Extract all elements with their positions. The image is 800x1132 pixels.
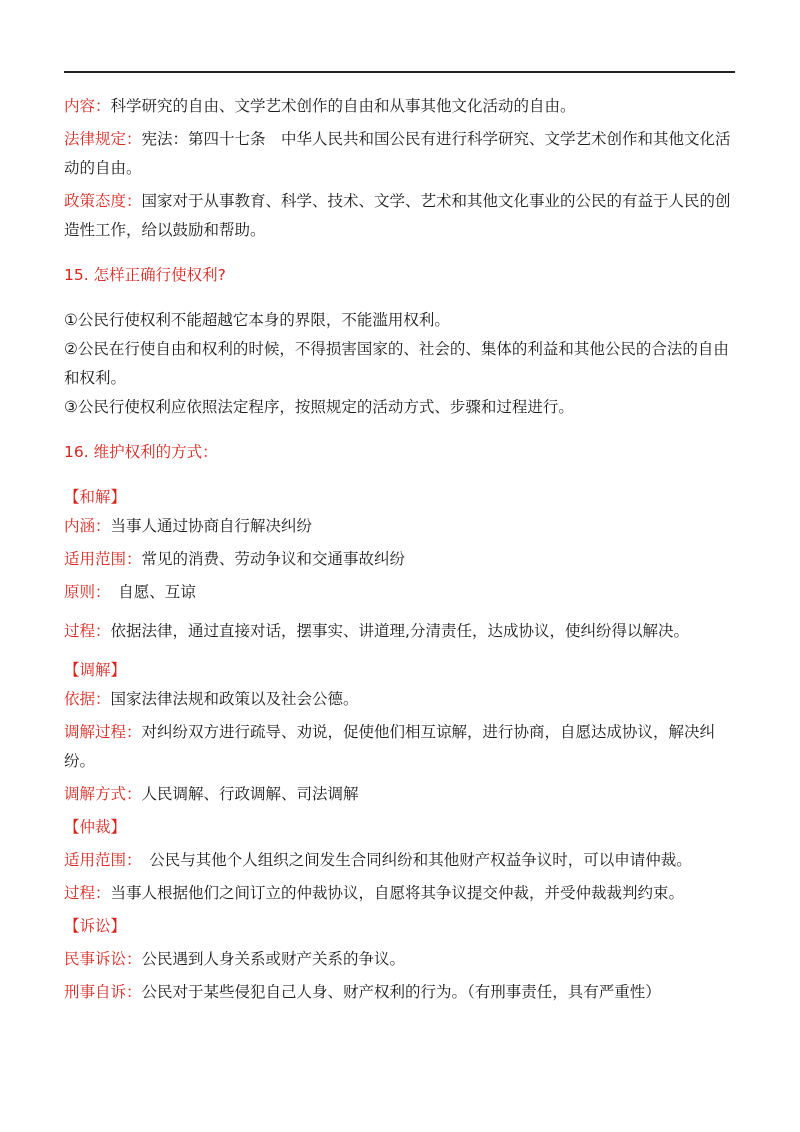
q16-title: 16. 维护权利的方式： xyxy=(64,443,218,461)
criminal-label: 刑事自诉： xyxy=(64,983,142,1001)
litigate-heading: 【诉讼】 xyxy=(64,917,127,935)
q15-title: 15. 怎样正确行使权利? xyxy=(64,266,226,284)
mediate-basis xyxy=(64,685,740,714)
reconcile-meaning xyxy=(64,512,740,541)
content-line xyxy=(64,92,740,121)
arbitrate-process xyxy=(64,879,740,908)
process-label: 过程： xyxy=(64,884,111,902)
policy-label: 政策态度： xyxy=(64,192,142,210)
method-text: 人民调解、行政调解、司法调解 xyxy=(141,785,359,803)
process-text: 当事人根据他们之间订立的仲裁协议，自愿将其争议提交仲裁，并受仲裁裁判约束。 xyxy=(110,884,685,902)
basis-text: 国家法律法规和政策以及社会公德。 xyxy=(110,690,359,708)
reconcile-heading: 【和解】 xyxy=(64,488,127,506)
basis-label: 依据： xyxy=(64,690,111,708)
process-label: 调解过程： xyxy=(64,723,142,741)
law-label: 法律规定： xyxy=(64,130,142,148)
content-label: 内容： xyxy=(64,97,111,115)
process-text: 对纠纷双方进行疏导、劝说，促使他们相互谅解，进行协商，自愿达成协议，解决纠纷。 xyxy=(64,723,716,770)
civil-text: 公民遇到人身关系或财产关系的争议。 xyxy=(141,950,406,968)
policy-text: 国家对于从事教育、科学、技术、文学、艺术和其他文化事业的公民的有益于人民的创造性工作，给以鼓励和帮助。 xyxy=(64,192,731,239)
meaning-label: 内涵： xyxy=(64,517,111,535)
mediate-process xyxy=(64,718,740,776)
litigate-criminal xyxy=(64,978,740,1007)
meaning-text: 当事人通过协商自行解决纠纷 xyxy=(110,517,313,535)
litigate-civil xyxy=(64,945,740,974)
arbitrate-scope xyxy=(64,846,740,875)
method-label: 调解方式： xyxy=(64,785,142,803)
criminal-text: 公民对于某些侵犯自己人身、财产权利的行为。（有刑事责任，具有严重性） xyxy=(141,983,661,1001)
reconcile-process xyxy=(64,617,740,646)
policy-line xyxy=(64,187,740,245)
q15-item: ②公民在行使自由和权利的时候，不得损害国家的、社会的、集体的利益和其他公民的合法的自由和权利。 xyxy=(64,340,729,387)
law-line xyxy=(64,125,740,183)
content-text: 科学研究的自由、文学艺术创作的自由和从事其他文化活动的自由。 xyxy=(110,97,576,115)
civil-label: 民事诉讼： xyxy=(64,950,142,968)
mediate-heading: 【调解】 xyxy=(64,661,127,679)
reconcile-scope xyxy=(64,545,740,574)
process-label: 过程： xyxy=(64,622,111,640)
mediate-method xyxy=(64,780,740,809)
process-text: 依据法律，通过直接对话，摆事实、讲道理,分清责任，达成协议，使纠纷得以解决。 xyxy=(110,622,689,640)
scope-text: 公民与其他个人组织之间发生合同纠纷和其他财产权益争议时，可以申请仲裁。 xyxy=(133,851,692,869)
header-divider xyxy=(64,71,735,73)
document-body xyxy=(64,92,740,1007)
q15-item: ①公民行使权利不能超越它本身的界限，不能滥用权利。 xyxy=(64,311,450,329)
scope-label: 适用范围： xyxy=(64,851,134,869)
q15-item: ③公民行使权利应依照法定程序，按照规定的活动方式、步骤和过程进行。 xyxy=(64,398,574,416)
scope-label: 适用范围： xyxy=(64,550,142,568)
scope-text: 常见的消费、劳动争议和交通事故纠纷 xyxy=(141,550,406,568)
law-text: 宪法：第四十七条 中华人民共和国公民有进行科学研究、文学艺术创作和其他文化活动的自由。 xyxy=(64,130,731,177)
principle-label: 原则： xyxy=(64,583,103,601)
reconcile-principle xyxy=(64,578,740,607)
arbitrate-heading: 【仲裁】 xyxy=(64,818,127,836)
principle-text: 自愿、互谅 xyxy=(102,583,196,601)
